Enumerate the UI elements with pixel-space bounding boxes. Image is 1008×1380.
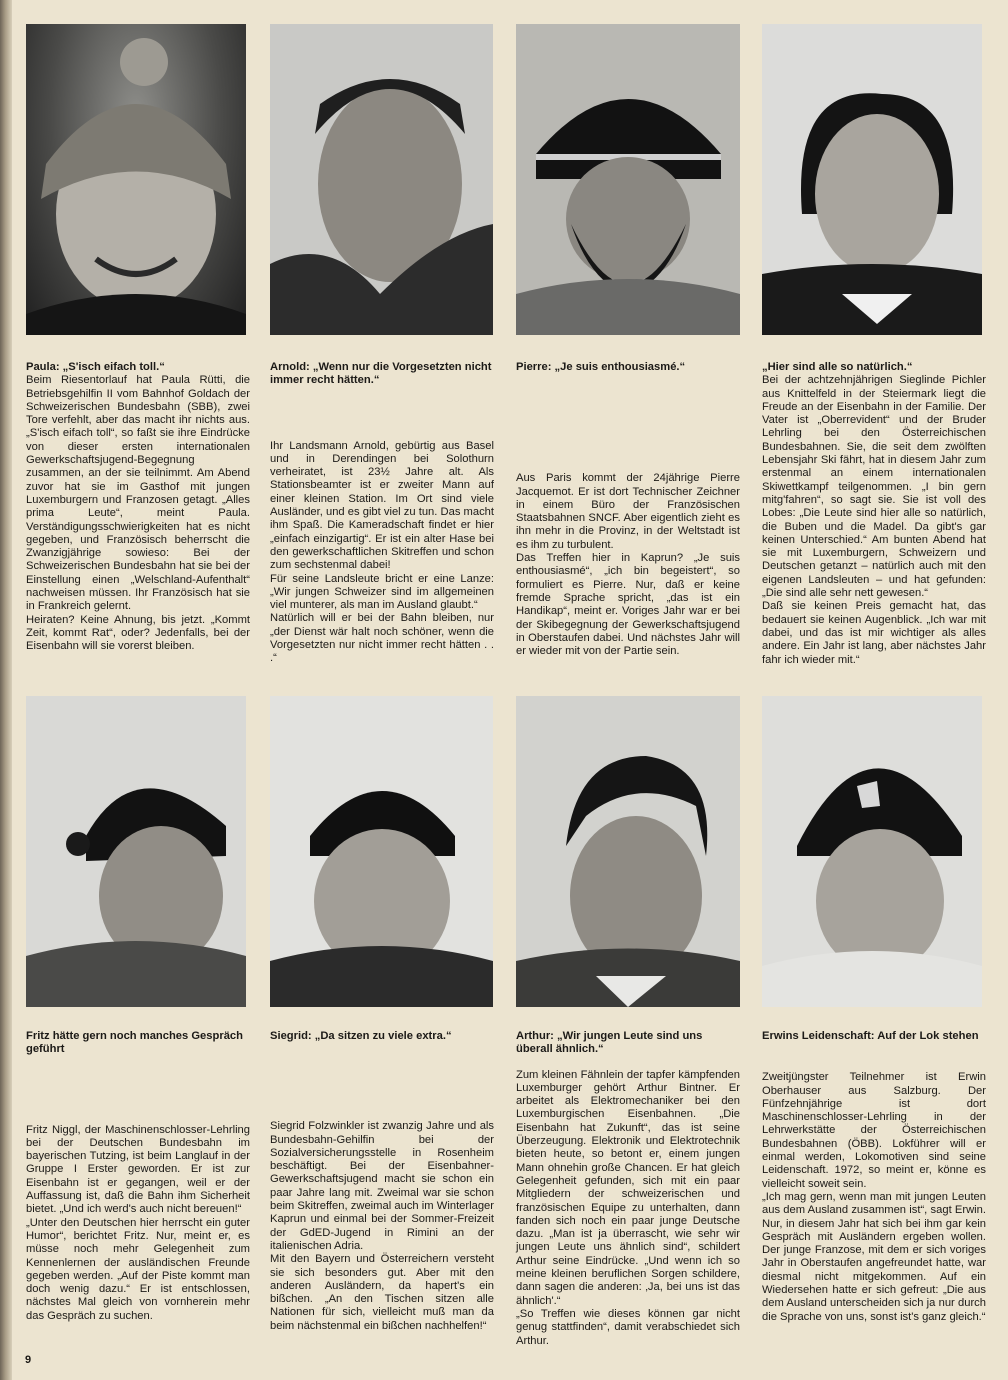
photo-paula xyxy=(26,24,246,335)
caption-paula xyxy=(26,361,250,654)
caption-title: Pierre: „Je suis enthousiasmé.“ xyxy=(516,361,686,373)
caption-erwin xyxy=(762,1030,986,1324)
caption-body: Beim Riesentorlauf hat Paula Rütti, die Betriebsgehilfin II vom Bahnhof Goldach der Schweizerischen Bundesbahn (SBB), zwei Tore verfehlt, aber das macht ihr nichts aus. „S'isch eifach toll“, so faßt sie ihre Eindrücke von dieser ersten internationalen Gewerkschaftsjugend-Begegnung zusammen, an der sie teilnimmt. Am Abend zuvor hat sie im Gasthof mit jungen Luxemburgern und Franzosen getagt. „Alles prima Leute“, meint Paula. Verständigungsschwierigkeiten hat es nicht gegeben, und Französisch beherrscht die Zwanzigjährige sowieso: Bei der Schweizerischen Bundesbahn hat sie bei der Einstellung einen „Welschland-Aufenthalt“ nachweisen müssen. Ihr Französisch hat sie in Frankreich gelernt. Heiraten? Keine Ahnung, bis jetzt. „Kommt Zeit, kommt Rat“, oder? Jedenfalls, bei der Eisenbahn will sie vorerst bleiben. xyxy=(26,374,250,653)
caption-title: „Hier sind alle so natürlich.“ xyxy=(762,361,913,373)
caption-body: Fritz Niggl, der Maschinenschlosser-Lehrling bei der Deutschen Bundesbahn im bayerischen Tutzing, ist beim Langlauf in der Gruppe I Erster geworden. Er ist zur Eisenbahn ist er gegangen, weil er der Auffassung ist, daß die Bahn ihm Sicherheit bietet. „Und ich werd's auch nicht bereuen!“ „Unter den Deutschen hier herrscht ein guter Humor“, berichtet Fritz. Nur, meint er, es müsse noch mehr Gelegenheit zum Kennenlernen der ausländischen Freunde gegeben werden. „Auf der Piste kommt man doch wenig dazu.“ Er ist entschlossen, nächstes Mal gleich von vornherein mehr das Gespräch zu suchen. xyxy=(26,1123,250,1322)
photo-siegrid xyxy=(270,696,493,1007)
caption-body: Siegrid Folzwinkler ist zwanzig Jahre und als Bundesbahn-Gehilfin bei der Sozialversicherungsstelle in Rosenheim beschäftigt. Bei der Eisenbahner-Gewerkschaftsjugend macht sie schon ein paar Jahre lang mit. Zweimal war sie schon beim Skitreffen, zweimal auch im Winterlager Kaprun und einmal bei der Sommer-Freizeit der GdED-Jugend in Rimini an der italienischen Adria. Mit den Bayern und Österreichern versteht sie sich besonders gut. Aber mit den anderen Ausländern, da hapert's ein bißchen. „An den Tischen sitzen alle Nationen für sich, vielleicht muß man da beim nächstenmal ein bißchen nachhelfen!“ xyxy=(270,1120,494,1332)
caption-sieglinde xyxy=(762,361,986,667)
page-number: 9 xyxy=(25,1354,32,1366)
caption-siegrid xyxy=(270,1030,494,1333)
photo-pierre xyxy=(516,24,740,335)
caption-title: Erwins Leidenschaft: Auf der Lok stehen xyxy=(762,1030,979,1042)
caption-title: Paula: „S'isch eifach toll.“ xyxy=(26,361,165,373)
photo-arthur xyxy=(516,696,740,1007)
caption-body: Ihr Landsmann Arnold, gebürtig aus Basel und in Derendingen bei Solothurn verheiratet, ist 23½ Jahre alt. Als Stationsbeamter ist er zweiter Mann auf einer kleinen Station. Im Ort sind viele Ausländer, und es gibt viel zu tun. Das macht ihm Spaß. Die Kameradschaft findet er hier „einfach einzigartig“. Er ist ein alter Hase bei den gewerkschaftlichen Skitreffen und schon zum sechstenmal dabei! Für seine Landsleute bricht er eine Lanze: „Wir jungen Schweizer sind im allgemeinen viel munterer, als man im Ausland glaubt.“ Natürlich will er bei der Bahn bleiben, nur „der Dienst wär halt noch schöner, wenn die Vorgesetzten nur nicht immer recht hätten . . .“ xyxy=(270,439,494,665)
caption-body: Bei der achtzehnjährigen Sieglinde Pichler aus Knittelfeld in der Steiermark liegt die Freude an der Eisenbahn in der Familie. Der Vater ist „Oberrevident“ und der Bruder Lehrling bei den Österreichischen Bundesbahnen. Sie, die seit dem zwölften Lebensjahr Ski fährt, hat in diesem Jahr zum erstenmal an einem internationalen Skiwettkampf teilgenommen. „I bin gern mitg'fahren“, so sagt sie. Sie ist voll des Lobes: „Die Leute sind hier alle so natürlich, die Buben und die Madel. Da gibt's gar keinen Unterschied.“ Am bunten Abend hat sie mit Luxemburgern, Schweizern und Deutschen getanzt – natürlich auch mit den eigenen Landsleuten – und hat gefunden: „Die sind alle sehr nett gewesen.“ Daß sie keinen Preis gemacht hat, das bedauert sie keinen Augenblick. „Ich war mit dabei, und das ist mir wichtiger als alles andere. Ein Jahr ist lang, aber nächstes Jahr fahr ich wieder mit.“ xyxy=(762,374,986,666)
caption-arthur xyxy=(516,1030,740,1348)
caption-title: Fritz hätte gern noch manches Gespräch geführt xyxy=(26,1030,243,1056)
caption-arnold xyxy=(270,361,494,666)
binding-gutter xyxy=(0,0,12,1380)
caption-body: Zweitjüngster Teilnehmer ist Erwin Oberhauser aus Salzburg. Der Fünfzehnjährige ist dort Maschinenschlosser-Lehrling in der Lehrwerkstätte der Österreichischen Bundesbahnen (ÖBB). Lokführer will er einmal werden, Lokomotiven sind seine Leidenschaft. 1972, so meint er, könne es vielleicht soweit sein. „Ich mag gern, wenn man mit jungen Leuten aus dem Ausland zusammen ist“, sagt Erwin. Nur, in diesem Jahr hat sich bei ihm gar kein Gespräch mit Ausländern ergeben wollen. Der junge Franzose, mit dem er sich voriges Jahr in Oberstaufen angefreundet hatte, war diesmal nicht mitgekommen. Auf ein Wiedersehen hatte er sich gefreut: „Die aus dem Ausland unterscheiden sich ja nur durch die Sprache von uns, sonst ist's ganz gleich.“ xyxy=(762,1071,986,1323)
caption-title: Arnold: „Wenn nur die Vorgesetzten nicht immer recht hätten.“ xyxy=(270,361,492,387)
photo-arnold xyxy=(270,24,493,335)
caption-title: Arthur: „Wir jungen Leute sind uns überall ähnlich.“ xyxy=(516,1030,703,1056)
caption-body: Zum kleinen Fähnlein der tapfer kämpfenden Luxemburger gehört Arthur Bintner. Er arbeitet als Elektromechaniker bei den Luxemburgischen Eisenbahnen. „Die Eisenbahn hat Zukunft“, das ist seine Überzeugung. Elektronik und Elektrotechnik bieten heute, so betont er, einem jungen Mann ohnehin große Chancen. Er hat gleich Gelegenheit gefunden, sich mit ein paar Mitgliedern der schweizerischen und französischen Equipe zu unterhalten, dann fanden sich noch ein paar junge Deutsche dazu. „Man ist ja überrascht, wie sehr wir jungen Leute uns ähnlich sind“, schildert Arthur seine Eindrücke. „Und wenn ich so meine kleinen beruflichen Sorgen schildere, dann sagen die anderen: ‚Ja, bei uns ist das ähnlich'.“ „So Treffen wie dieses können gar nicht genug stattfinden“, damit verabschiedet sich Arthur. xyxy=(516,1068,740,1347)
caption-title: Siegrid: „Da sitzen zu viele extra.“ xyxy=(270,1030,452,1042)
caption-fritz xyxy=(26,1030,250,1323)
caption-pierre xyxy=(516,361,740,658)
caption-body: Aus Paris kommt der 24jährige Pierre Jacquemot. Er ist dort Technischer Zeichner in einem Büro der Französischen Staatsbahnen SNCF. Aber eigentlich zieht es ihn mehr in die Provinz, in der Weltstadt ist es ihm zu turbulent. Das Treffen hier in Kaprun? „Je suis enthousiasmé“, „ich bin begeistert“, so formuliert es Pierre. Nur, daß er keine fremde Sprache spricht, „das ist ein Handikap“, meint er. Voriges Jahr war er bei der Skibegegnung der Gewerkschaftsjugend in Oberstaufen dabei. Und nächstes Jahr will er wieder mit von der Partie sein. xyxy=(516,472,740,658)
photo-fritz xyxy=(26,696,246,1007)
photo-erwin xyxy=(762,696,982,1007)
photo-sieglinde xyxy=(762,24,982,335)
